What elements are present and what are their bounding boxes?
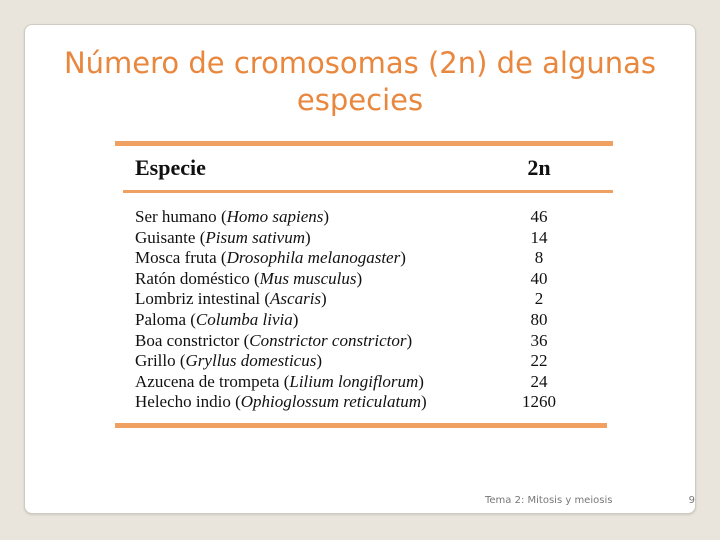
species-name: Helecho indio (Ophioglossum reticulatum) <box>135 392 427 412</box>
table-row <box>135 248 595 269</box>
table-row <box>135 269 595 290</box>
scientific-name: Pisum sativum <box>205 227 305 247</box>
common-name: Azucena de trompeta <box>135 371 280 391</box>
column-header-2n: 2n <box>527 155 551 180</box>
species-name: Guisante (Pisum sativum) <box>135 227 311 247</box>
table-row <box>135 392 595 413</box>
common-name: Lombriz intestinal <box>135 289 261 309</box>
table-top-rule <box>115 141 613 146</box>
scientific-name: Lilium longiflorum <box>289 371 419 391</box>
chromosome-count: 46 <box>530 207 548 226</box>
scientific-name: Gryllus domesticus <box>185 351 317 371</box>
scientific-name: Columba livia <box>195 309 293 329</box>
common-name: Ratón doméstico <box>135 268 250 288</box>
common-name: Guisante <box>135 227 196 247</box>
table-row <box>135 207 595 228</box>
chromosome-count: 36 <box>530 330 548 350</box>
common-name: Helecho indio <box>135 392 231 412</box>
table-row <box>135 372 595 393</box>
table-row <box>135 310 595 331</box>
table-bottom-rule <box>115 423 607 428</box>
slide-title: Número de cromosomas (2n) de algunas especies <box>63 46 657 117</box>
species-name: Ratón doméstico (Mus musculus) <box>135 268 363 288</box>
scientific-name: Constrictor constrictor <box>249 330 407 350</box>
slide-footer: Tema 2: Mitosis y meiosis <box>485 495 613 506</box>
table-header-rule <box>123 190 613 193</box>
table-row <box>135 351 595 372</box>
scientific-name: Homo sapiens <box>226 207 324 226</box>
page-number: 9 <box>688 495 695 506</box>
species-name: Ser humano (Homo sapiens) <box>135 207 330 226</box>
slide <box>24 24 696 514</box>
table-row <box>135 289 595 310</box>
column-header-species: Especie <box>135 155 206 180</box>
common-name: Mosca fruta <box>135 248 217 268</box>
chromosome-count: 8 <box>534 248 544 268</box>
scientific-name: Ascaris <box>270 289 322 309</box>
table-body <box>135 207 595 413</box>
common-name: Boa constrictor <box>135 330 240 350</box>
species-name: Azucena de trompeta (Lilium longiflorum) <box>135 371 424 391</box>
chromosome-count: 1260 <box>522 392 556 412</box>
scientific-name: Mus musculus <box>259 268 357 288</box>
species-name: Mosca fruta (Drosophila melanogaster) <box>135 248 406 268</box>
common-name: Ser humano <box>135 207 217 226</box>
chromosome-count: 24 <box>530 371 548 391</box>
species-name: Grillo (Gryllus domesticus) <box>135 351 322 371</box>
species-name: Boa constrictor (Constrictor constrictor) <box>135 330 413 350</box>
scientific-name: Ophioglossum reticulatum <box>240 392 421 412</box>
table-row <box>135 228 595 249</box>
chromosome-count: 40 <box>530 268 548 288</box>
scientific-name: Drosophila melanogaster <box>226 248 401 268</box>
chromosome-count: 22 <box>530 351 548 371</box>
common-name: Grillo <box>135 351 176 371</box>
species-name: Lombriz intestinal (Ascaris) <box>135 289 327 309</box>
common-name: Paloma <box>135 309 186 329</box>
chromosome-count: 2 <box>534 289 544 309</box>
chromosome-count: 80 <box>530 309 548 329</box>
chromosome-count: 14 <box>530 227 548 247</box>
species-name: Paloma (Columba livia) <box>135 309 299 329</box>
table-row <box>135 331 595 352</box>
